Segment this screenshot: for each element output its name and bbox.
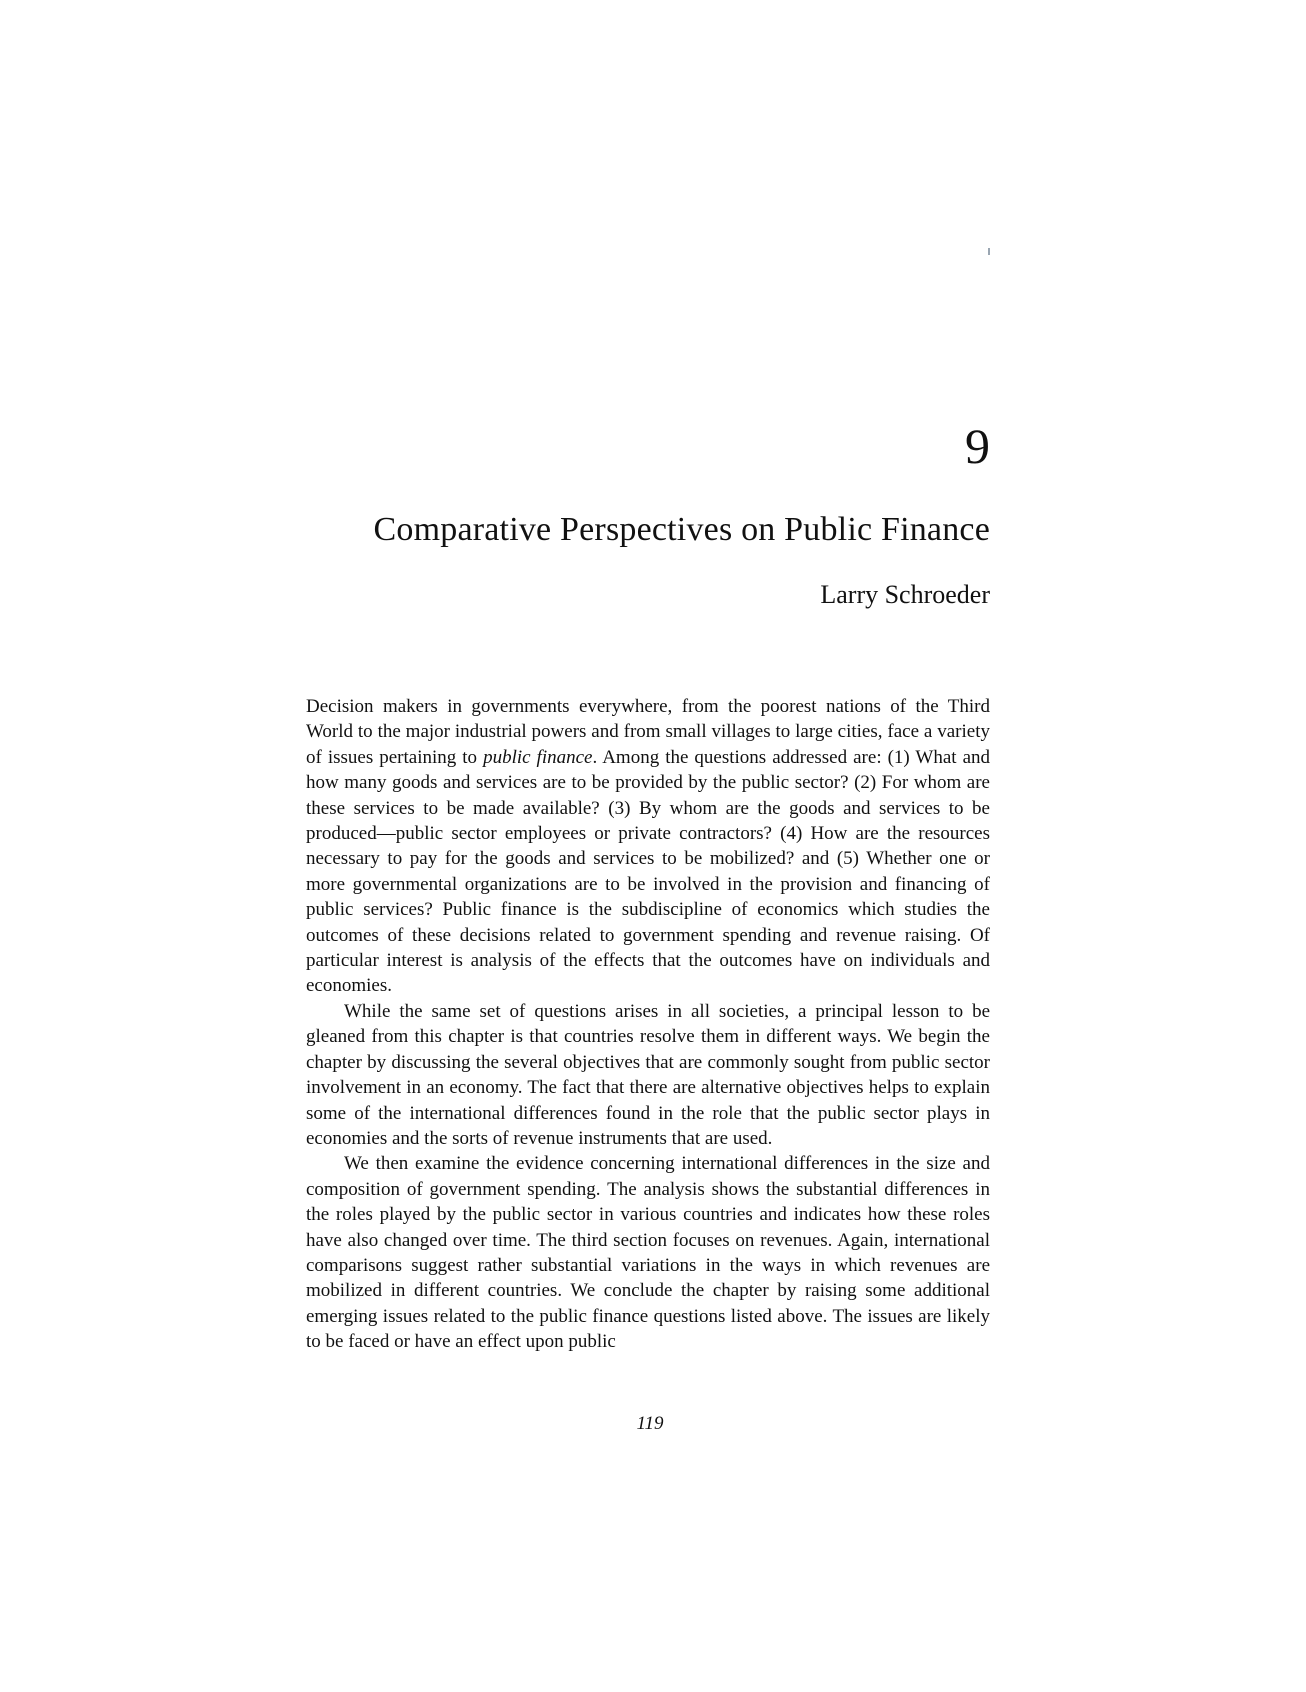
paragraph-intro: [306, 694, 990, 999]
chapter-title: Comparative Perspectives on Public Finance: [373, 511, 990, 548]
chapter-number: 9: [965, 418, 990, 474]
paragraph-overview: We then examine the evidence concerning international differences in the size and composition of government spending. The analysis shows the substantial differences in the roles played by the public sector in various countries and indicates how these roles have also changed over time. The third section focuses on revenues. Again, international comparisons suggest rather substantial variations in the ways in which revenues are mobilized in different countries. We conclude the chapter by raising some additional emerging issues related to the public finance questions listed above. The issues are likely to be faced or have an effect upon public: [306, 1153, 990, 1353]
emphasized-term: public finance: [483, 746, 593, 768]
page-number: 119: [636, 1413, 664, 1434]
scan-speck: [988, 248, 990, 255]
paragraph-intro-text-start: Decision makers in governments everywhere, from the poorest nations of the Third World to the major industrial powers and from small villages to large cities, face a variety of issues pertaining to: [306, 696, 990, 768]
paragraph-objectives: While the same set of questions arises in all societies, a principal lesson to be gleaned from this chapter is that countries resolve them in different ways. We begin the chapter by discussing the several objectives that are commonly sought from public sector involvement in an economy. The fact that there are alternative objectives helps to explain some of the international differences found in the role that the public sector plays in economies and the sorts of revenue instruments that are used.: [306, 1000, 990, 1149]
chapter-body-text: [306, 694, 990, 1355]
chapter-author: Larry Schroeder: [820, 580, 990, 609]
paragraph-intro-text-end: . Among the questions addressed are: (1) What and how many goods and services are to be provided by the public sector? (2) For whom are these services to be made available? (3) By whom are the goods and services to be produced—public sector employees or private contractors? (4) How are the resources necessary to pay for the goods and services to be mobilized? and (5) Whether one or more governmental organizations are to be involved in the provision and financing of public services? Public finance is the subdiscipline of economics which studies the outcomes of these decisions related to government spending and revenue raising. Of particular interest is analysis of the effects that the outcomes have on individuals and economies.: [306, 746, 991, 997]
